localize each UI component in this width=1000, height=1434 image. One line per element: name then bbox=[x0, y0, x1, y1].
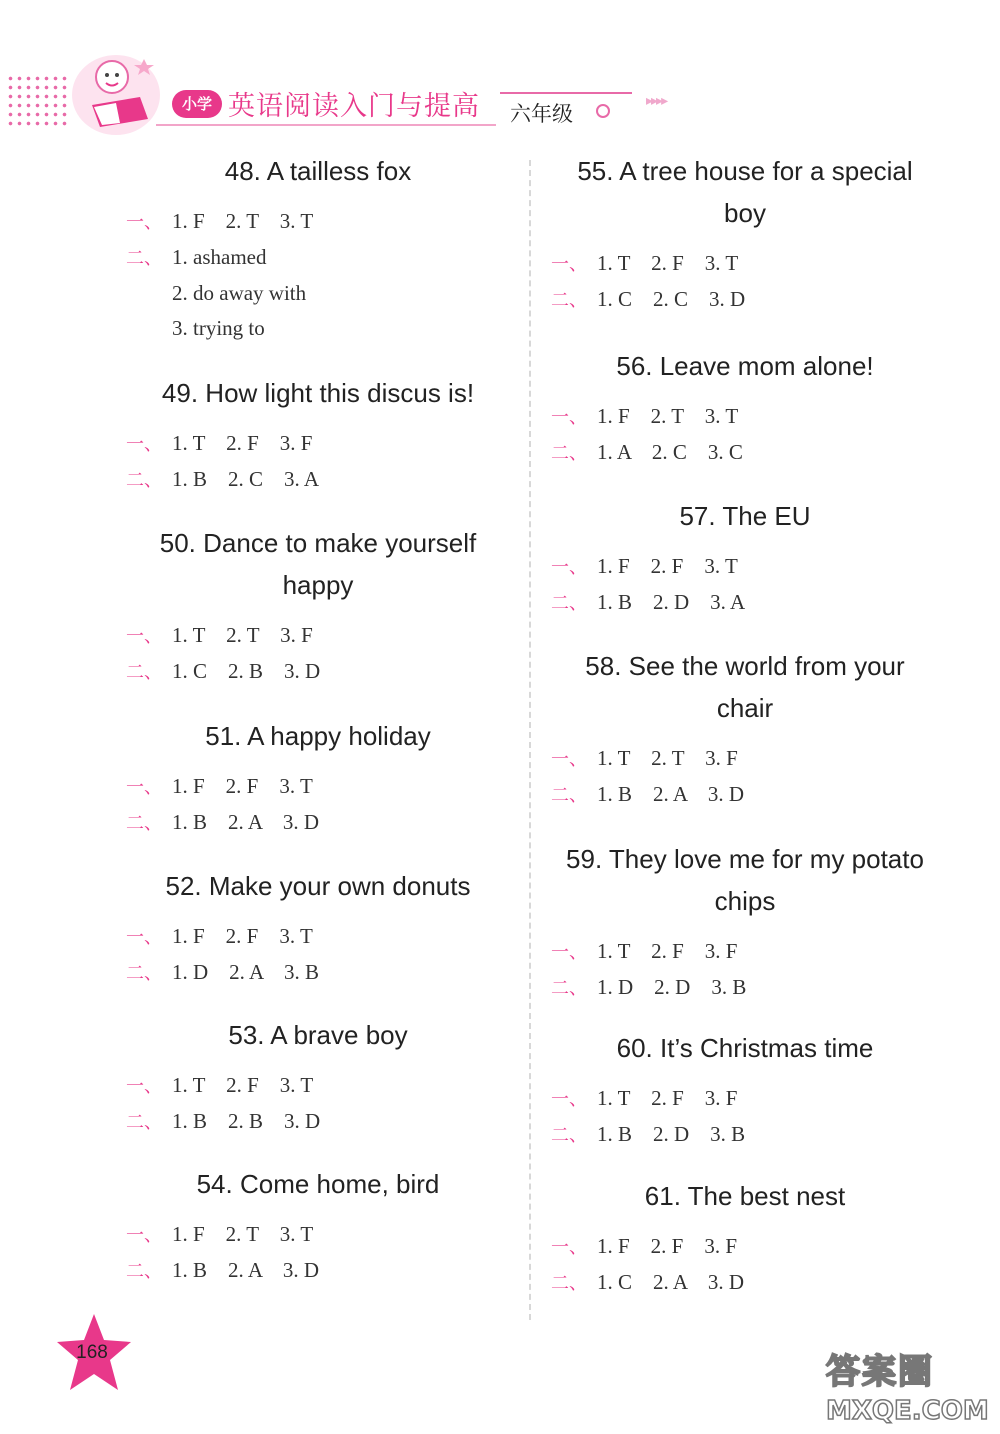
answer-text: 1. T 2. T 3. F bbox=[172, 623, 313, 647]
answer-text: 1. F 2. F 3. T bbox=[597, 554, 738, 578]
answer-section bbox=[110, 372, 526, 498]
answer-line bbox=[126, 462, 526, 498]
answer-text: 1. C 2. B 3. D bbox=[172, 659, 321, 683]
answer-section bbox=[110, 865, 526, 991]
answer-line bbox=[126, 1104, 526, 1140]
watermark-url: MXQE.COM bbox=[826, 1396, 989, 1426]
answer-line bbox=[126, 955, 526, 991]
part-marker: 二、 bbox=[126, 963, 162, 984]
book-title: 英语阅读入门与提高 bbox=[228, 91, 480, 122]
answer-text: 1. B 2. D 3. B bbox=[597, 1122, 746, 1146]
answer-section bbox=[535, 838, 955, 1006]
answer-text: 1. T 2. T 3. F bbox=[597, 746, 738, 770]
part-marker: 一、 bbox=[551, 749, 587, 770]
part-marker: 二、 bbox=[551, 1125, 587, 1146]
answer-section bbox=[535, 1027, 955, 1153]
answer-line bbox=[551, 246, 955, 282]
answer-line bbox=[126, 618, 526, 654]
part-marker: 二、 bbox=[126, 470, 162, 491]
answer-section bbox=[110, 1014, 526, 1140]
answer-section bbox=[535, 1175, 955, 1301]
part-marker: 二、 bbox=[126, 248, 162, 269]
answer-section bbox=[110, 715, 526, 841]
part-marker: 一、 bbox=[551, 557, 587, 578]
answer-section bbox=[535, 495, 955, 621]
answer-line bbox=[126, 1068, 526, 1104]
answer-section bbox=[110, 1163, 526, 1289]
answer-line bbox=[126, 240, 526, 276]
answer-text: 1. T 2. F 3. F bbox=[597, 939, 738, 963]
answer-line bbox=[172, 276, 526, 311]
section-title: 52. Make your own donuts bbox=[165, 871, 471, 901]
mascot-illustration bbox=[70, 45, 162, 137]
part-marker: 二、 bbox=[551, 443, 587, 464]
watermark-logo: 答案圈 bbox=[826, 1352, 934, 1392]
answer-line bbox=[126, 204, 526, 240]
answer-text: 1. B 2. C 3. A bbox=[172, 467, 320, 491]
answer-text: 1. F 2. T 3. T bbox=[172, 209, 314, 233]
answer-text: 1. F 2. F 3. T bbox=[172, 924, 313, 948]
section-title: 56. Leave mom alone! bbox=[616, 351, 874, 381]
answer-line bbox=[126, 919, 526, 955]
answer-text: 1. D 2. A 3. B bbox=[172, 960, 320, 984]
answer-line bbox=[551, 1229, 955, 1265]
answer-text: 3. trying to bbox=[172, 316, 265, 340]
part-marker: 二、 bbox=[551, 290, 587, 311]
answer-text: 1. F 2. F 3. F bbox=[597, 1234, 738, 1258]
answer-line bbox=[551, 970, 955, 1006]
dot-pattern bbox=[6, 74, 70, 126]
answer-line bbox=[551, 585, 955, 621]
answer-line bbox=[551, 741, 955, 777]
part-marker: 一、 bbox=[126, 1225, 162, 1246]
answer-text: 1. ashamed bbox=[172, 245, 267, 269]
answer-line bbox=[126, 654, 526, 690]
section-title: 58. See the world from your chair bbox=[585, 651, 905, 723]
section-title: 59. They love me for my potato chips bbox=[566, 844, 924, 916]
grade-label: 六年级 bbox=[510, 102, 573, 126]
answer-line bbox=[126, 426, 526, 462]
answer-text: 1. B 2. A 3. D bbox=[172, 810, 320, 834]
part-marker: 一、 bbox=[551, 407, 587, 428]
part-marker: 二、 bbox=[126, 813, 162, 834]
answer-line bbox=[551, 549, 955, 585]
section-title: 48. A tailless fox bbox=[224, 156, 412, 186]
answer-line bbox=[551, 399, 955, 435]
answer-text: 1. C 2. A 3. D bbox=[597, 1270, 745, 1294]
part-marker: 一、 bbox=[551, 254, 587, 275]
answer-text: 1. T 2. F 3. F bbox=[172, 431, 313, 455]
part-marker: 一、 bbox=[126, 626, 162, 647]
answer-text: 1. D 2. D 3. B bbox=[597, 975, 747, 999]
part-marker: 一、 bbox=[551, 1089, 587, 1110]
answer-section bbox=[535, 345, 955, 471]
part-marker: 二、 bbox=[126, 1261, 162, 1282]
section-title: 49. How light this discus is! bbox=[161, 378, 475, 408]
part-marker: 一、 bbox=[126, 1076, 162, 1097]
part-marker: 一、 bbox=[126, 212, 162, 233]
column-divider bbox=[529, 160, 531, 1320]
ring-icon bbox=[596, 104, 610, 118]
section-title: 54. Come home, bird bbox=[196, 1169, 440, 1199]
section-title: 51. A happy holiday bbox=[205, 721, 431, 751]
section-title: 61. The best nest bbox=[644, 1181, 846, 1211]
answer-text: 1. T 2. F 3. F bbox=[597, 1086, 738, 1110]
answer-section bbox=[110, 150, 526, 346]
answer-text: 2. do away with bbox=[172, 281, 307, 305]
part-marker: 二、 bbox=[551, 785, 587, 806]
answer-line bbox=[551, 435, 955, 471]
section-title: 57. The EU bbox=[679, 501, 811, 531]
title-underline bbox=[156, 124, 496, 126]
answer-text: 1. F 2. T 3. T bbox=[597, 404, 739, 428]
part-marker: 二、 bbox=[126, 1112, 162, 1133]
answer-text: 1. F 2. F 3. T bbox=[172, 774, 313, 798]
part-marker: 一、 bbox=[551, 942, 587, 963]
answer-text: 1. B 2. B 3. D bbox=[172, 1109, 321, 1133]
answer-line bbox=[172, 311, 526, 346]
part-marker: 一、 bbox=[126, 777, 162, 798]
answer-line bbox=[551, 1117, 955, 1153]
answer-line bbox=[551, 1265, 955, 1301]
part-marker: 一、 bbox=[126, 927, 162, 948]
part-marker: 一、 bbox=[126, 434, 162, 455]
part-marker: 二、 bbox=[551, 978, 587, 999]
answer-text: 1. T 2. F 3. T bbox=[597, 251, 739, 275]
answer-line bbox=[551, 777, 955, 813]
section-title: 55. A tree house for a special boy bbox=[577, 156, 913, 228]
answer-text: 1. B 2. D 3. A bbox=[597, 590, 746, 614]
series-badge: 小学 bbox=[172, 90, 222, 118]
answer-text: 1. F 2. T 3. T bbox=[172, 1222, 314, 1246]
answer-section bbox=[110, 522, 526, 690]
part-marker: 二、 bbox=[551, 1273, 587, 1294]
answer-text: 1. A 2. C 3. C bbox=[597, 440, 743, 464]
answer-line bbox=[126, 769, 526, 805]
part-marker: 一、 bbox=[551, 1237, 587, 1258]
answer-section bbox=[535, 645, 955, 813]
answer-text: 1. C 2. C 3. D bbox=[597, 287, 746, 311]
answer-line bbox=[126, 805, 526, 841]
answer-text: 1. T 2. F 3. T bbox=[172, 1073, 314, 1097]
arrows-icon: ▸▸▸▸ bbox=[646, 92, 667, 108]
answer-line bbox=[126, 1217, 526, 1253]
answer-section bbox=[535, 150, 955, 318]
page-number: 168 bbox=[76, 1342, 108, 1363]
answer-text: 1. B 2. A 3. D bbox=[597, 782, 745, 806]
part-marker: 二、 bbox=[126, 662, 162, 683]
section-title: 50. Dance to make yourself happy bbox=[159, 528, 477, 600]
answer-line bbox=[551, 1081, 955, 1117]
answer-line bbox=[551, 934, 955, 970]
part-marker: 二、 bbox=[551, 593, 587, 614]
answer-line bbox=[126, 1253, 526, 1289]
answer-line bbox=[551, 282, 955, 318]
section-title: 53. A brave boy bbox=[228, 1020, 408, 1050]
answer-text: 1. B 2. A 3. D bbox=[172, 1258, 320, 1282]
section-title: 60. It’s Christmas time bbox=[616, 1033, 874, 1063]
